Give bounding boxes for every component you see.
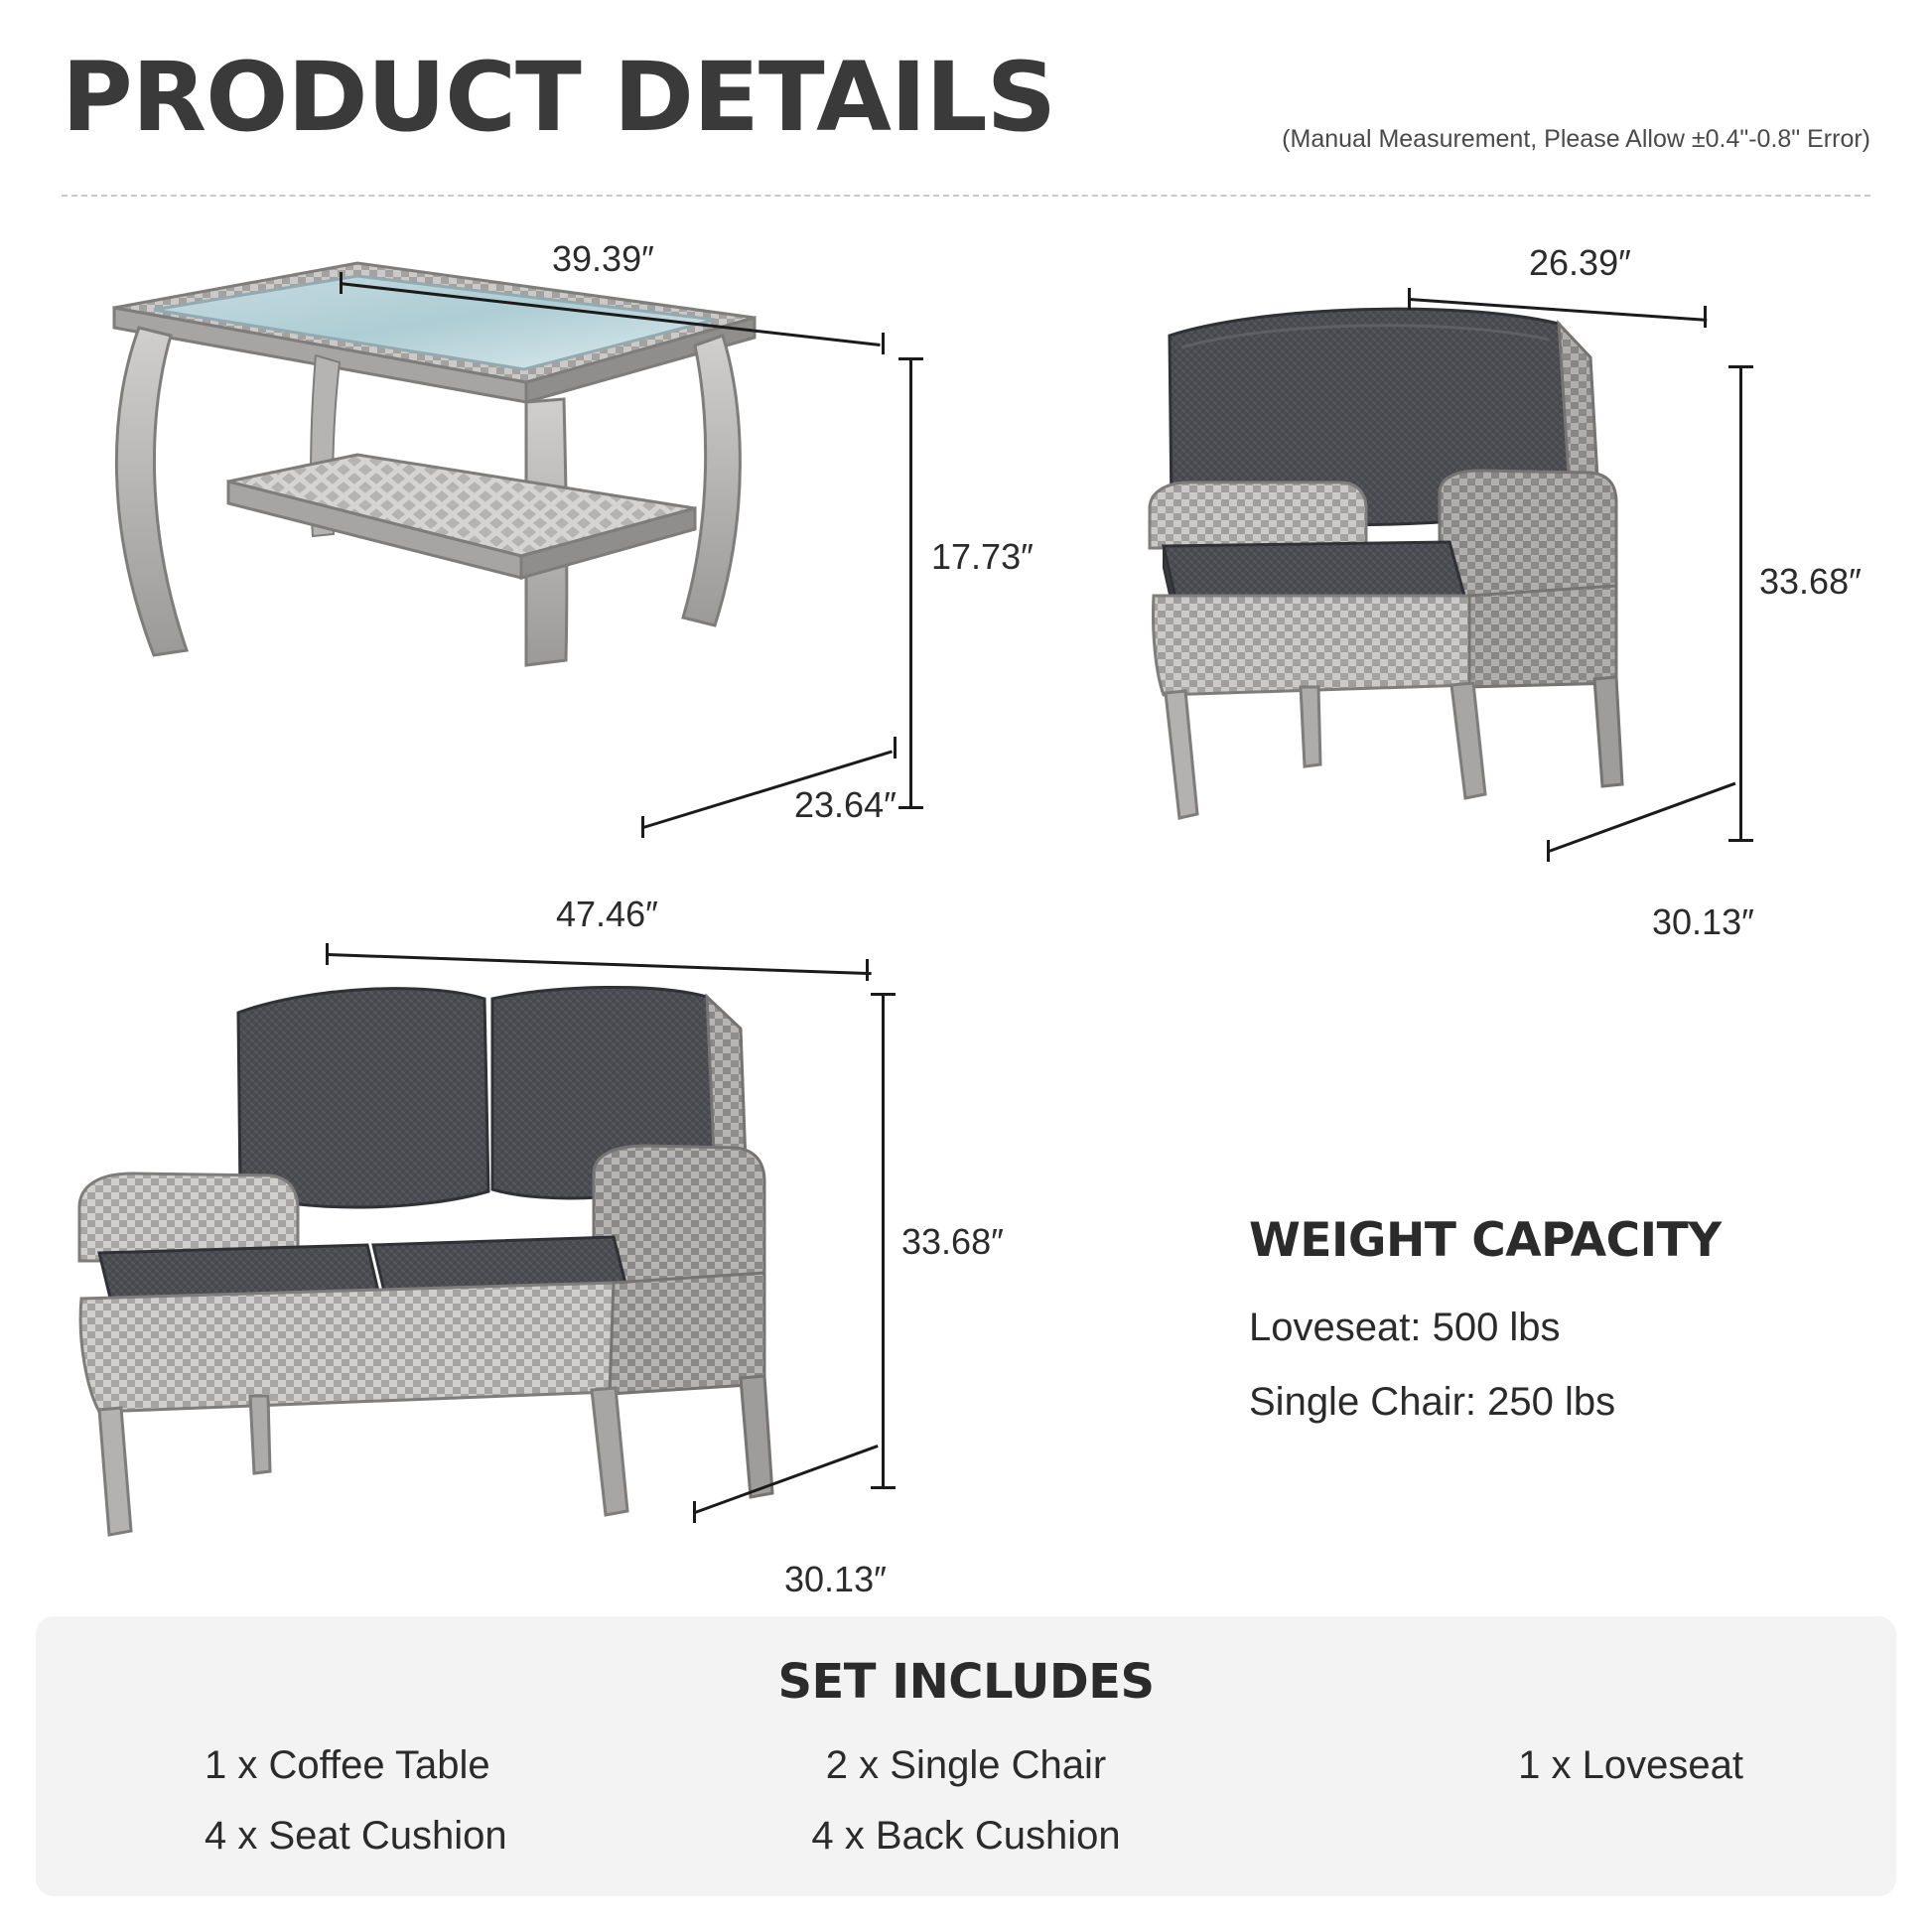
coffee-table-depth-label: 23.64″ (794, 784, 897, 825)
coffee-table-width-cap-right (882, 333, 885, 354)
loveseat-figure (40, 963, 913, 1539)
chair-width-cap-right (1704, 306, 1707, 328)
chair-width-label: 26.39″ (1529, 242, 1631, 283)
loveseat-height-cap-top (871, 993, 896, 996)
loveseat-illustration (40, 963, 913, 1539)
set-includes-item-single-chair: 2 x Single Chair (825, 1743, 1107, 1787)
weight-capacity-single-chair: Single Chair: 250 lbs (1249, 1380, 1616, 1424)
loveseat-depth-label: 30.13″ (784, 1559, 887, 1599)
page-header (62, 42, 1870, 171)
coffee-table-height-cap-top (898, 357, 923, 360)
coffee-table-depth-cap-right (894, 737, 897, 759)
chair-height-cap-top (1728, 365, 1753, 368)
single-chair-figure (1142, 298, 1757, 864)
loveseat-height-cap-bottom (871, 1486, 896, 1489)
chair-depth-label: 30.13″ (1652, 901, 1754, 942)
loveseat-width-cap-right (866, 959, 869, 981)
loveseat-depth-cap-left (693, 1501, 696, 1523)
coffee-table-width-cap-left (340, 272, 343, 294)
loveseat-depth-cap-right (882, 1440, 885, 1461)
page-title: PRODUCT DETAILS (62, 42, 1056, 153)
set-includes-item-seat-cushion: 4 x Seat Cushion (205, 1814, 507, 1858)
loveseat-width-cap-left (326, 943, 329, 965)
single-chair-illustration (1142, 298, 1757, 864)
weight-capacity-block (1249, 1213, 1864, 1454)
chair-height-cap-bottom (1728, 839, 1753, 842)
measurement-note: (Manual Measurement, Please Allow ±0.4"-0.8" Error) (1282, 125, 1870, 153)
header-divider (62, 195, 1870, 197)
chair-depth-cap-left (1547, 840, 1550, 862)
loveseat-height-label: 33.68″ (901, 1221, 1004, 1262)
set-includes-title: SET INCLUDES (777, 1654, 1155, 1710)
weight-capacity-title: WEIGHT CAPACITY (1249, 1213, 1722, 1268)
chair-depth-cap-right (1739, 776, 1742, 798)
set-includes-grid (36, 1743, 1896, 1859)
set-includes-item-loveseat: 1 x Loveseat (1518, 1743, 1743, 1787)
set-includes-panel (36, 1616, 1896, 1896)
set-includes-item-empty (1240, 1814, 1787, 1859)
chair-width-cap-left (1408, 288, 1411, 310)
set-includes-item-back-cushion: 4 x Back Cushion (811, 1814, 1121, 1858)
loveseat-width-label: 47.46″ (556, 894, 658, 934)
coffee-table-height-cap-bottom (898, 806, 923, 809)
coffee-table-height-line (909, 357, 912, 809)
loveseat-height-line (882, 993, 885, 1489)
chair-height-line (1739, 365, 1742, 842)
chair-height-label: 33.68″ (1759, 561, 1862, 602)
coffee-table-height-label: 17.73″ (931, 536, 1034, 577)
set-includes-item-coffee-table: 1 x Coffee Table (205, 1743, 490, 1787)
coffee-table-depth-cap-left (641, 816, 644, 838)
coffee-table-width-label: 39.39″ (552, 238, 654, 279)
weight-capacity-loveseat: Loveseat: 500 lbs (1249, 1306, 1561, 1349)
